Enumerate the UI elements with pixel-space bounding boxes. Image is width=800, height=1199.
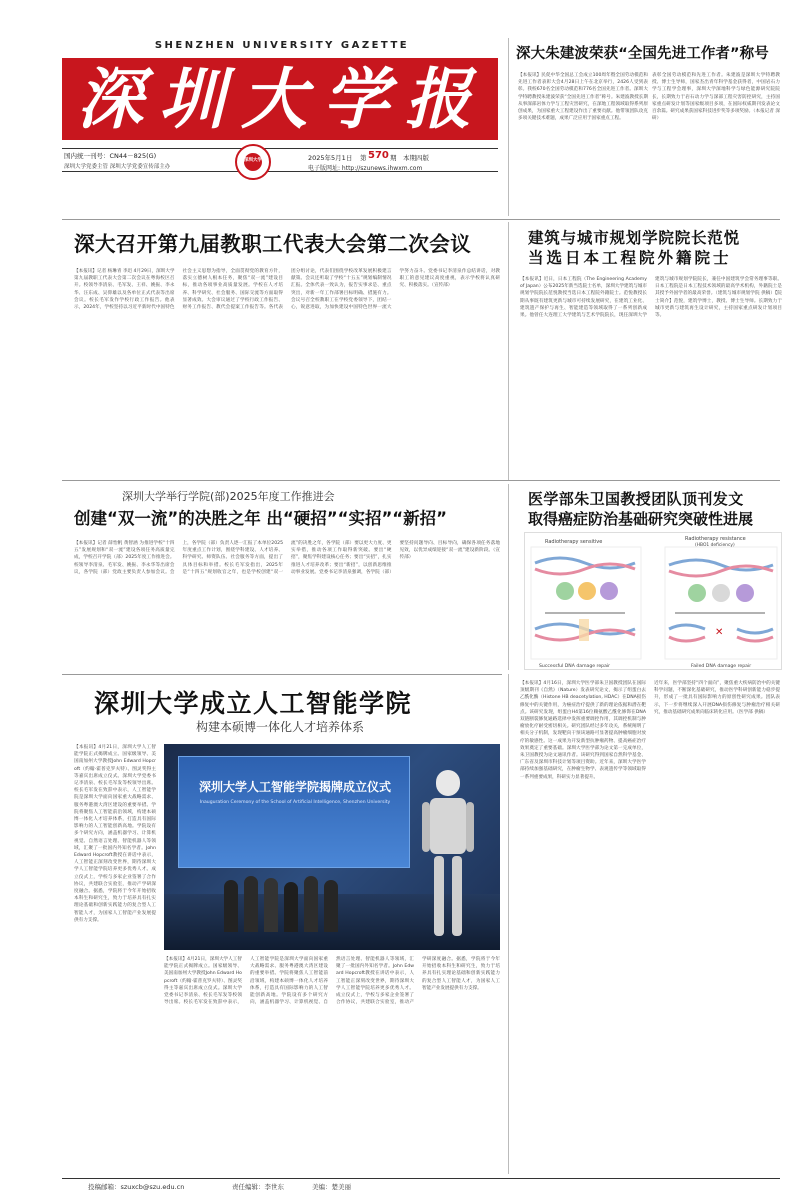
issue-date: 2025年5月1日 — [308, 154, 353, 162]
column-divider-bottom — [508, 674, 509, 1174]
figure-right-title: Radiotherapy resistance — [685, 536, 746, 542]
column-divider-top — [508, 38, 509, 216]
column-divider-mid — [508, 222, 509, 480]
ai-photo — [164, 744, 500, 950]
ai-body-below-photo: 【本报讯】4月21日，深圳大学人工智能学院正式揭牌成立。国家级领导、美国南加州大学教授John Edward Hopcroft（约翰·霍普克罗夫特）、图灵奖得主等嘉宾出席成立仪式。深圳大学党委书记李清泉、校长毛军发等校领导出席。校长毛军发在致辞中表示，人工智能学院是深圳大学面向国家重大战略需求、服务粤港澳大湾区建设的重要举措。学院将聚焦人工智能前沿领域，构建本硕博一体化人才培养体系，打造具有国际影响力的人工智能创新高地。学院设有多个研究方向，涵盖机器学习、计算机视觉、自然语言处理、智能机器人等领域，汇聚了一批国内外知名学者。John Edward Hopcroft教授在讲话中表示，人工智能正深刻改变世界，期待深圳大学人工智能学院培养更多优秀人才。成立仪式上，学校与多家企业签署了合作协议，共建联合实验室，推动产学研深度融合。据悉，学院将于今年开始招收本科生和研究生，致力于培养具有扎实理论基础和创新实践能力的复合型人工智能人才，为国家人工智能产业发展提供有力支撑。 — [164, 957, 500, 1006]
rule-below-masthead — [62, 219, 780, 220]
ai-subtitle: 构建本硕博一体化人才培养体系 — [196, 720, 365, 734]
figure-left-caption: Successful DNA damage repair — [539, 664, 611, 669]
rule-mid-2 — [62, 674, 502, 675]
figure-left-title: Radiotherapy sensitive — [545, 539, 603, 545]
figure-right-caption: Failed DNA damage repair — [691, 664, 752, 669]
photo-screen — [178, 756, 410, 868]
medicine-body-col2: 近年来，医学部坚持“四个面向”，聚焦重大疾病防治中的关键科学问题，不断深化基础研究，推动医学科研创新能力稳步提升，形成了一批具有国际影响力的原创性研究成果。团队表示，下一步将继续深入开展DNA损伤修复与肿瘤治疗相关研究，推动基础研究成果向临床转化应用。（医学部 供稿） — [654, 681, 780, 715]
footer-editor: 责任编辑：李世东 — [232, 1183, 284, 1191]
figure-left-panel — [531, 547, 641, 659]
footer-rule — [62, 1178, 780, 1179]
footer-email: 投稿邮箱：szuxcb@szu.edu.cn — [88, 1183, 185, 1191]
ai-body-left: 【本报讯】4月21日，深圳大学人工智能学院正式揭牌成立。国家级领导、美国南加州大学教授John Edward Hopcroft（约翰·霍普克罗夫特）、图灵奖得主等嘉宾出席成立仪式。深圳大学党委书记李清泉、校长毛军发等校领导出席。校长毛军发在致辞中表示，人工智能学院是深圳大学面向国家重大战略需求、服务粤港澳大湾区建设的重要举措。学院将聚焦人工智能前沿领域，构建本硕博一体化人才培养体系，打造具有国际影响力的人工智能创新高地。学院设有多个研究方向，涵盖机器学习、计算机视觉、自然语言处理、智能机器人等领域，汇聚了一批国内外知名学者。John Edward Hopcroft教授在讲话中表示，人工智能正深刻改变世界，期待深圳大学人工智能学院培养更多优秀人才。成立仪式上，学校与多家企业签署了合作协议，共建联合实验室，推动产学研深度融合。据悉，学院将于今年开始招收本科生和研究生，致力于培养具有扎实理论基础和创新实践能力的复合型人工智能人才，为国家人工智能产业发展提供有力支撑。 — [74, 745, 156, 923]
figure-right-sub: (HBO1 deficiency) — [695, 543, 735, 548]
congress-body: 【本报讯】记者 杨琳青 李迅 4月29日，深圳大学第九届教职工代表大会第二次会议在粤海校区召开。校领导李清泉、毛军发、王祥、姚振、李永华、汪东成、吴仰雄以及各单位正式代表等出席会议。校长毛军发作学校行政工作报告。他表示，2024年，学校坚持以习近平新时代中国特色社会主义思想为指导，全面贯彻党的教育方针，落实立德树人根本任务，聚焦“双一流”建设目标，推动各项事业高质量发展。学校在人才培养、科学研究、社会服务、国际交流等方面取得显著成效。大会审议通过了学校行政工作报告、财务工作报告、教代会提案工作报告等。各代表团分组讨论，代表们围绕学校改革发展积极建言献策。会议还听取了学校“十五五”规划编制情况汇报。全体代表一致认为，报告实事求是、重点突出，对新一年工作部署目标明确、措施有力。会议号召全校教职工在学校党委领导下，团结一心，锐意进取，为加快建设中国特色世界一流大学努力奋斗。党委书记李清泉作总结讲话，对教职工的意见建议高度重视，表示学校将认真研究、积极落实。（宣传部） — [74, 269, 500, 311]
footer-designer: 美编：楚美丽 — [312, 1183, 351, 1191]
issue-label: 第 — [360, 154, 367, 162]
edition-url: 电子版网址: http://szunews.ihwxm.com — [308, 165, 423, 172]
medicine-title-line1: 医学部朱卫国教授团队顶刊发文 — [528, 490, 744, 508]
medicine-title-line2: 取得癌症防治基础研究突破性进展 — [528, 510, 754, 528]
photo-screen-title: 深圳大学人工智能学院揭牌成立仪式 — [198, 780, 391, 794]
architect-title-line2: 当选日本工程院外籍院士 — [528, 249, 732, 267]
ai-title: 深圳大学成立人工智能学院 — [94, 689, 413, 718]
promotion-body: 【本报讯】记者 薛怡帆 黄智涵 为推进学校“十四五”发展规划和“双一流”建设各项任务高质量完成，学校召开学院（部）2025年度工作推进会。校领导李清泉、毛军发、姚振、李永华等出席会议，各学院（部）党政主要负责人参加会议。会上，各学院（部）负责人逐一汇报了本单位2025年度重点工作计划，围绕学科建设、人才培养、科学研究、师资队伍、社会服务等方面，提出了具体目标和举措。校长毛军发指出，2025年是“十四五”规划收官之年，也是学校创建“双一流”的决胜之年，各学院（部）要以更大力度、更实举措，推动各项工作取得新突破。要出“硬招”，聚焦学科建设核心任务；要出“实招”，扎实推进人才培养改革；要出“新招”，以创新思维推动事业发展。党委书记李清泉强调，各学院（部）要坚持问题导向、目标导向，确保各项任务落地见效，以优异成绩迎接“双一流”建设新阶段。（宣传部） — [74, 541, 500, 575]
award-body-col1: 【本报讯】民促中华全国总工会成立100周年暨全国劳动模范和先进工作者表彰大会4月28日上午在北京举行，2426人受到表彰。我校670名全国劳动模范和776名全国先进工作者。深圳大学特聘教授朱建波荣获“全国先进工作者”称号。朱建波教授长期从事深部岩体力学与工程灾害研究，在深地工程领域取得系列原创成果，为国家重大工程建设作出了重要贡献。他带领团队攻克多项关键技术难题，成果广泛应用于国家重点工程。 — [518, 73, 648, 122]
medicine-body: 【本报讯】4月16日，深圳大学医学部朱卫国教授团队在国际顶级期刊《自然》（Nature）发表研究论文，揭示了组蛋白去乙酰化酶（Histone HB deacetylation, HDAC）在DNA损伤修复中的关键作用，为癌症治疗提供了新的理论依据和潜在靶点。该研究发现，组蛋白H4第16位赖氨酸乙酰化修饰在DNA双链断裂修复通路选择中发挥重要调控作用，其调控机制与肿瘤放化疗耐受密切相关。研究团队经过多年攻关，系统阐明了相关分子机制，发现靶向干预该通路可显著提高肿瘤细胞对放疗的敏感性。这一成果为开发新型抗肿瘤药物、提高癌症治疗效果奠定了重要基础。深圳大学医学部为论文第一完成单位，朱卫国教授为论文通讯作者。该研究得到国家自然科学基金、广东省及深圳市科技计划等项目资助。近年来，深圳大学医学部持续加强基础研究，在肿瘤生物学、表观遗传学等领域取得一系列重要成果，科研实力显著提升。 — [520, 681, 646, 780]
medicine-figure — [524, 532, 782, 670]
pages-count: 本期四版 — [403, 154, 429, 162]
photo-screen-sub: Inauguration Ceremony of the School of Artificial Intelligence, Shenzhen University — [199, 800, 391, 805]
university-seal — [235, 144, 271, 180]
architect-title-line1: 建筑与城市规划学院院长范悦 — [528, 229, 740, 247]
award-body-col2: 表彰全国劳动模范和先进工作者。朱建波是深圳大学特聘教授、博士生导师，国家杰出青年科学基金获得者，中国岩石力学与工程学会理事，深圳大学深地科学与绿色能源研究院院长，长期致力于岩石动力学与深部工程灾害防控研究，主持国家重点研发计划等国家级项目多项，在国际权威期刊发表论文百余篇。研究成果获国家科技进步奖等多项奖励。（本报记者 深研） — [652, 73, 780, 122]
cn-number: 国内统一刊号：CN44－825(G) — [64, 152, 157, 160]
architect-body: 【本报讯】近日，日本工程院（The Engineering Academy of Japan）公布2025年新当选院士名单，深圳大学建筑与城市规划学院院长范悦教授当选日本工程院外籍院士。范悦教授长期从事既有建筑更新与城市可持续发展研究，在建筑工业化、建筑遗产保护与再生、智能建造等领域取得了一系列创新成果。他曾任大连理工大学建筑与艺术学院院长，现任深圳大学建筑与城市规划学院院长，兼任中国建筑学会常务理事等职。日本工程院是日本工程技术领域的最高学术机构，外籍院士是其授予外国学者的最高荣誉。（建筑与城市规划学院 供稿）【院士简介】范悦，建筑学博士，教授、博士生导师。长期致力于城市更新与建筑再生设计研究，主持国家重点研发计划项目等。 — [520, 277, 782, 319]
photo-people — [224, 872, 374, 932]
dna-repair-diagram — [525, 533, 783, 671]
rule-mid-1 — [62, 480, 780, 481]
award-title: 深大朱建波荣获“全国先进工作者”称号 — [516, 46, 769, 62]
promotion-kicker: 深圳大学举行学院(部)2025年度工作推进会 — [122, 490, 335, 503]
seal-text: 深圳大学 — [244, 158, 262, 163]
congress-title: 深大召开第九届教职工代表大会第二次会议 — [74, 232, 472, 256]
masthead-title: 深圳大学报 — [77, 60, 487, 138]
issue-suffix: 期 — [390, 154, 397, 162]
figure-right-panel — [665, 547, 777, 659]
sponsor: 深圳大学党委主管 深圳大学党委宣传部主办 — [64, 164, 171, 170]
photo-robot — [422, 770, 474, 940]
column-divider-mid2 — [508, 484, 509, 670]
promotion-title: 创建“双一流”的决胜之年 出“硬招”“实招”“新招” — [74, 509, 447, 528]
masthead-pinyin: SHENZHEN UNIVERSITY GAZETTE — [154, 40, 410, 51]
issue-number: 570 — [368, 150, 389, 161]
svg-text:✕: ✕ — [715, 627, 724, 638]
